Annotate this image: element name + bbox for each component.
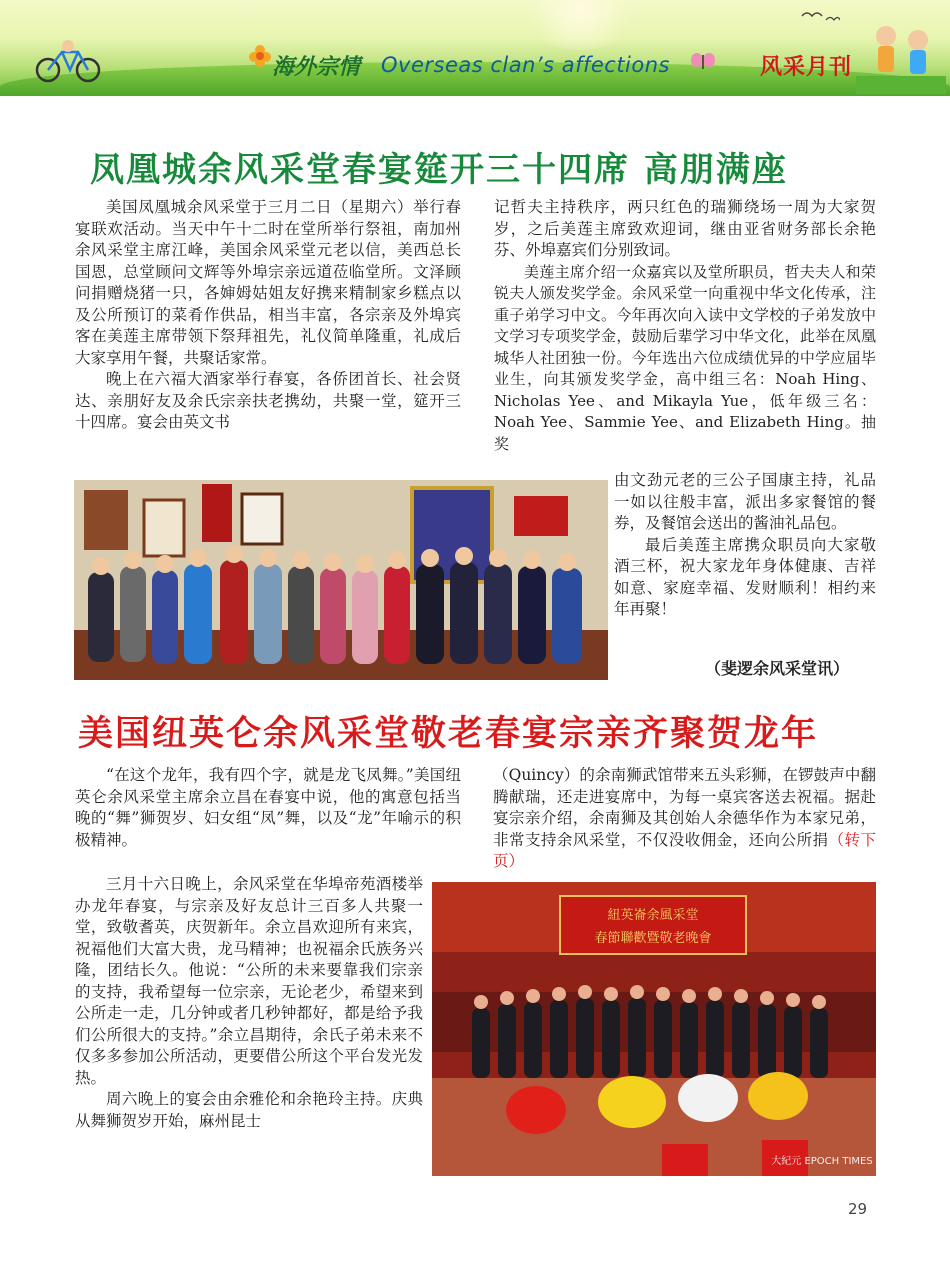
children-illustration-icon <box>856 16 946 94</box>
photo-group-banquet-phoenix <box>74 480 608 680</box>
photo-watermark: 大紀元 EPOCH TIMES <box>771 1156 873 1167</box>
article2-paragraph: 周六晚上的宴会由余雅伦和余艳玲主持。庆典从舞狮贺岁开始，麻州昆士 <box>75 1090 423 1130</box>
photo-lion-dance-banquet <box>432 882 876 1176</box>
column-title-en: Overseas clan’s affections <box>381 53 670 77</box>
article1-paragraph: 最后美莲主席携众职员向大家敬酒三杯，祝大家龙年身体健康、吉祥如意、家庭幸福、发财顺利！相约来年再聚！ <box>614 535 876 618</box>
article1-paragraph: 记哲夫主持秩序，两只红色的瑞狮绕场一周为大家贺岁，之后美莲主席致欢迎词，继由亚省财务部长余艳芬、外埠嘉宾们分别致词。 <box>494 198 876 259</box>
article1-paragraph: 美莲主席介绍一众嘉宾以及堂所职员，哲夫夫人和荣锐夫人颁发奖学金。余风采堂一向重视中华文化传承，注重子弟学习中文。今年再次向入读中文学校的子弟发放中文学习专项奖学金，鼓励后辈学习中华文化，此举在凤凰城华人社团独一份。今年选出六位成绩优异的中学应届毕业生，向其颁发奖学金，高中组三名：Noah Hing、Nicholas Yee、and Mikayla Yue，低年级三名：Noah Yee、Sammie Yee、and Elizabeth Hing。抽奖 <box>494 262 876 453</box>
photo-banner-line1: 紐英崙余風采堂 <box>607 908 699 923</box>
photo-illustration <box>74 480 608 680</box>
article2-paragraph: “在这个龙年，我有四个字，就是龙飞凤舞。”美国纽英仑余风采堂主席余立昌在春宴中说，他的寓意包括当晚的“舞”狮贺岁、妇女组“凤”舞，以及“龙”年喻示的积极精神。 <box>75 766 461 849</box>
article2-paragraph: 三月十六日晚上，余风采堂在华埠帝苑酒楼举办龙年春宴，与宗亲及好友总计三百多人共聚一堂，致敬耆英，庆贺新年。余立昌欢迎所有来宾，祝福他们大富大贵，龙马精神；也祝福余氏族务兴隆，团结长久。他说：“公所的未来要靠我们宗亲的支持，我希望每一位宗亲，无论老少，希望来到公所走一走，几分钟或者几秒钟都好，都是给予我们公所很大的支持。”余立昌期待，余氏子弟未来不仅多多参加公所活动，更要借公所这个平台发光发热。 <box>75 875 423 1087</box>
article1-right-column-top <box>494 197 876 455</box>
article1-left-column <box>75 197 461 434</box>
birds-icon <box>800 8 840 24</box>
article2-paragraph <box>493 765 876 873</box>
banner-sun-glow <box>520 0 640 50</box>
article2-left-column-top <box>75 765 461 851</box>
column-title-cn: 海外宗情 <box>272 54 361 80</box>
article1-title: 凤凰城余风采堂春宴筵开三十四席 高朋满座 <box>90 150 788 190</box>
article2-paragraph-text: （Quincy）的余南狮武馆带来五头彩狮，在锣鼓声中翻腾献瑞，还走进宴席中，为每一桌宾客送去祝福。据赴宴宗亲介绍，余南狮及其创始人余德华作为本家兄弟，非常支持余风采堂，不仅没收佣金，还向公所捐 <box>493 766 876 849</box>
bicycle-icon <box>34 38 102 84</box>
article2-left-column-bottom <box>75 874 423 1132</box>
article1-paragraph: 晚上在六福大酒家举行春宴，各侨团首长、社会贤达、亲朋好友及余氏宗亲扶老携幼，共聚一堂，筵开三十四席。宴会由英文书 <box>75 370 461 431</box>
continued-notice: （转下页） <box>493 830 876 870</box>
butterfly-icon <box>690 52 716 72</box>
article2-right-column-top <box>493 765 876 873</box>
photo-illustration <box>432 882 876 1176</box>
magazine-name: 风采月刊 <box>760 54 853 80</box>
flower-icon <box>248 44 272 68</box>
header-banner <box>0 0 950 96</box>
article1-source: （斐逻余风采堂讯） <box>705 659 850 678</box>
article2-title: 美国纽英仑余风采堂敬老春宴宗亲齐聚贺龙年 <box>78 713 819 754</box>
page-number: 29 <box>848 1200 868 1218</box>
article1-paragraph: 由文劲元老的三公子国康主持，礼品一如以往般丰富，派出多家餐馆的餐券，及餐馆会送出的酱油礼品包。 <box>614 471 876 532</box>
article1-paragraph: 美国凤凰城余风采堂于三月二日（星期六）举行春宴联欢活动。当天中午十二时在堂所举行祭祖，南加州余风采堂主席江峰，美国余风采堂元老以信，美西总长国恩，总堂顾问文辉等外埠宗亲远道莅临堂所。文泽顾问捐赠烧猪一只，各婶姆姑姐友好携来精制家乡糕点以及公所预订的菜肴作供品，相当丰富，各宗亲及外埠宾客在美莲主席带领下祭拜祖先，礼仪简单隆重，礼成后大家享用午餐，共聚话家常。 <box>75 198 461 367</box>
photo-banner-line2: 春節聯歡暨敬老晚會 <box>594 931 712 946</box>
article1-right-column-bottom <box>614 470 876 621</box>
